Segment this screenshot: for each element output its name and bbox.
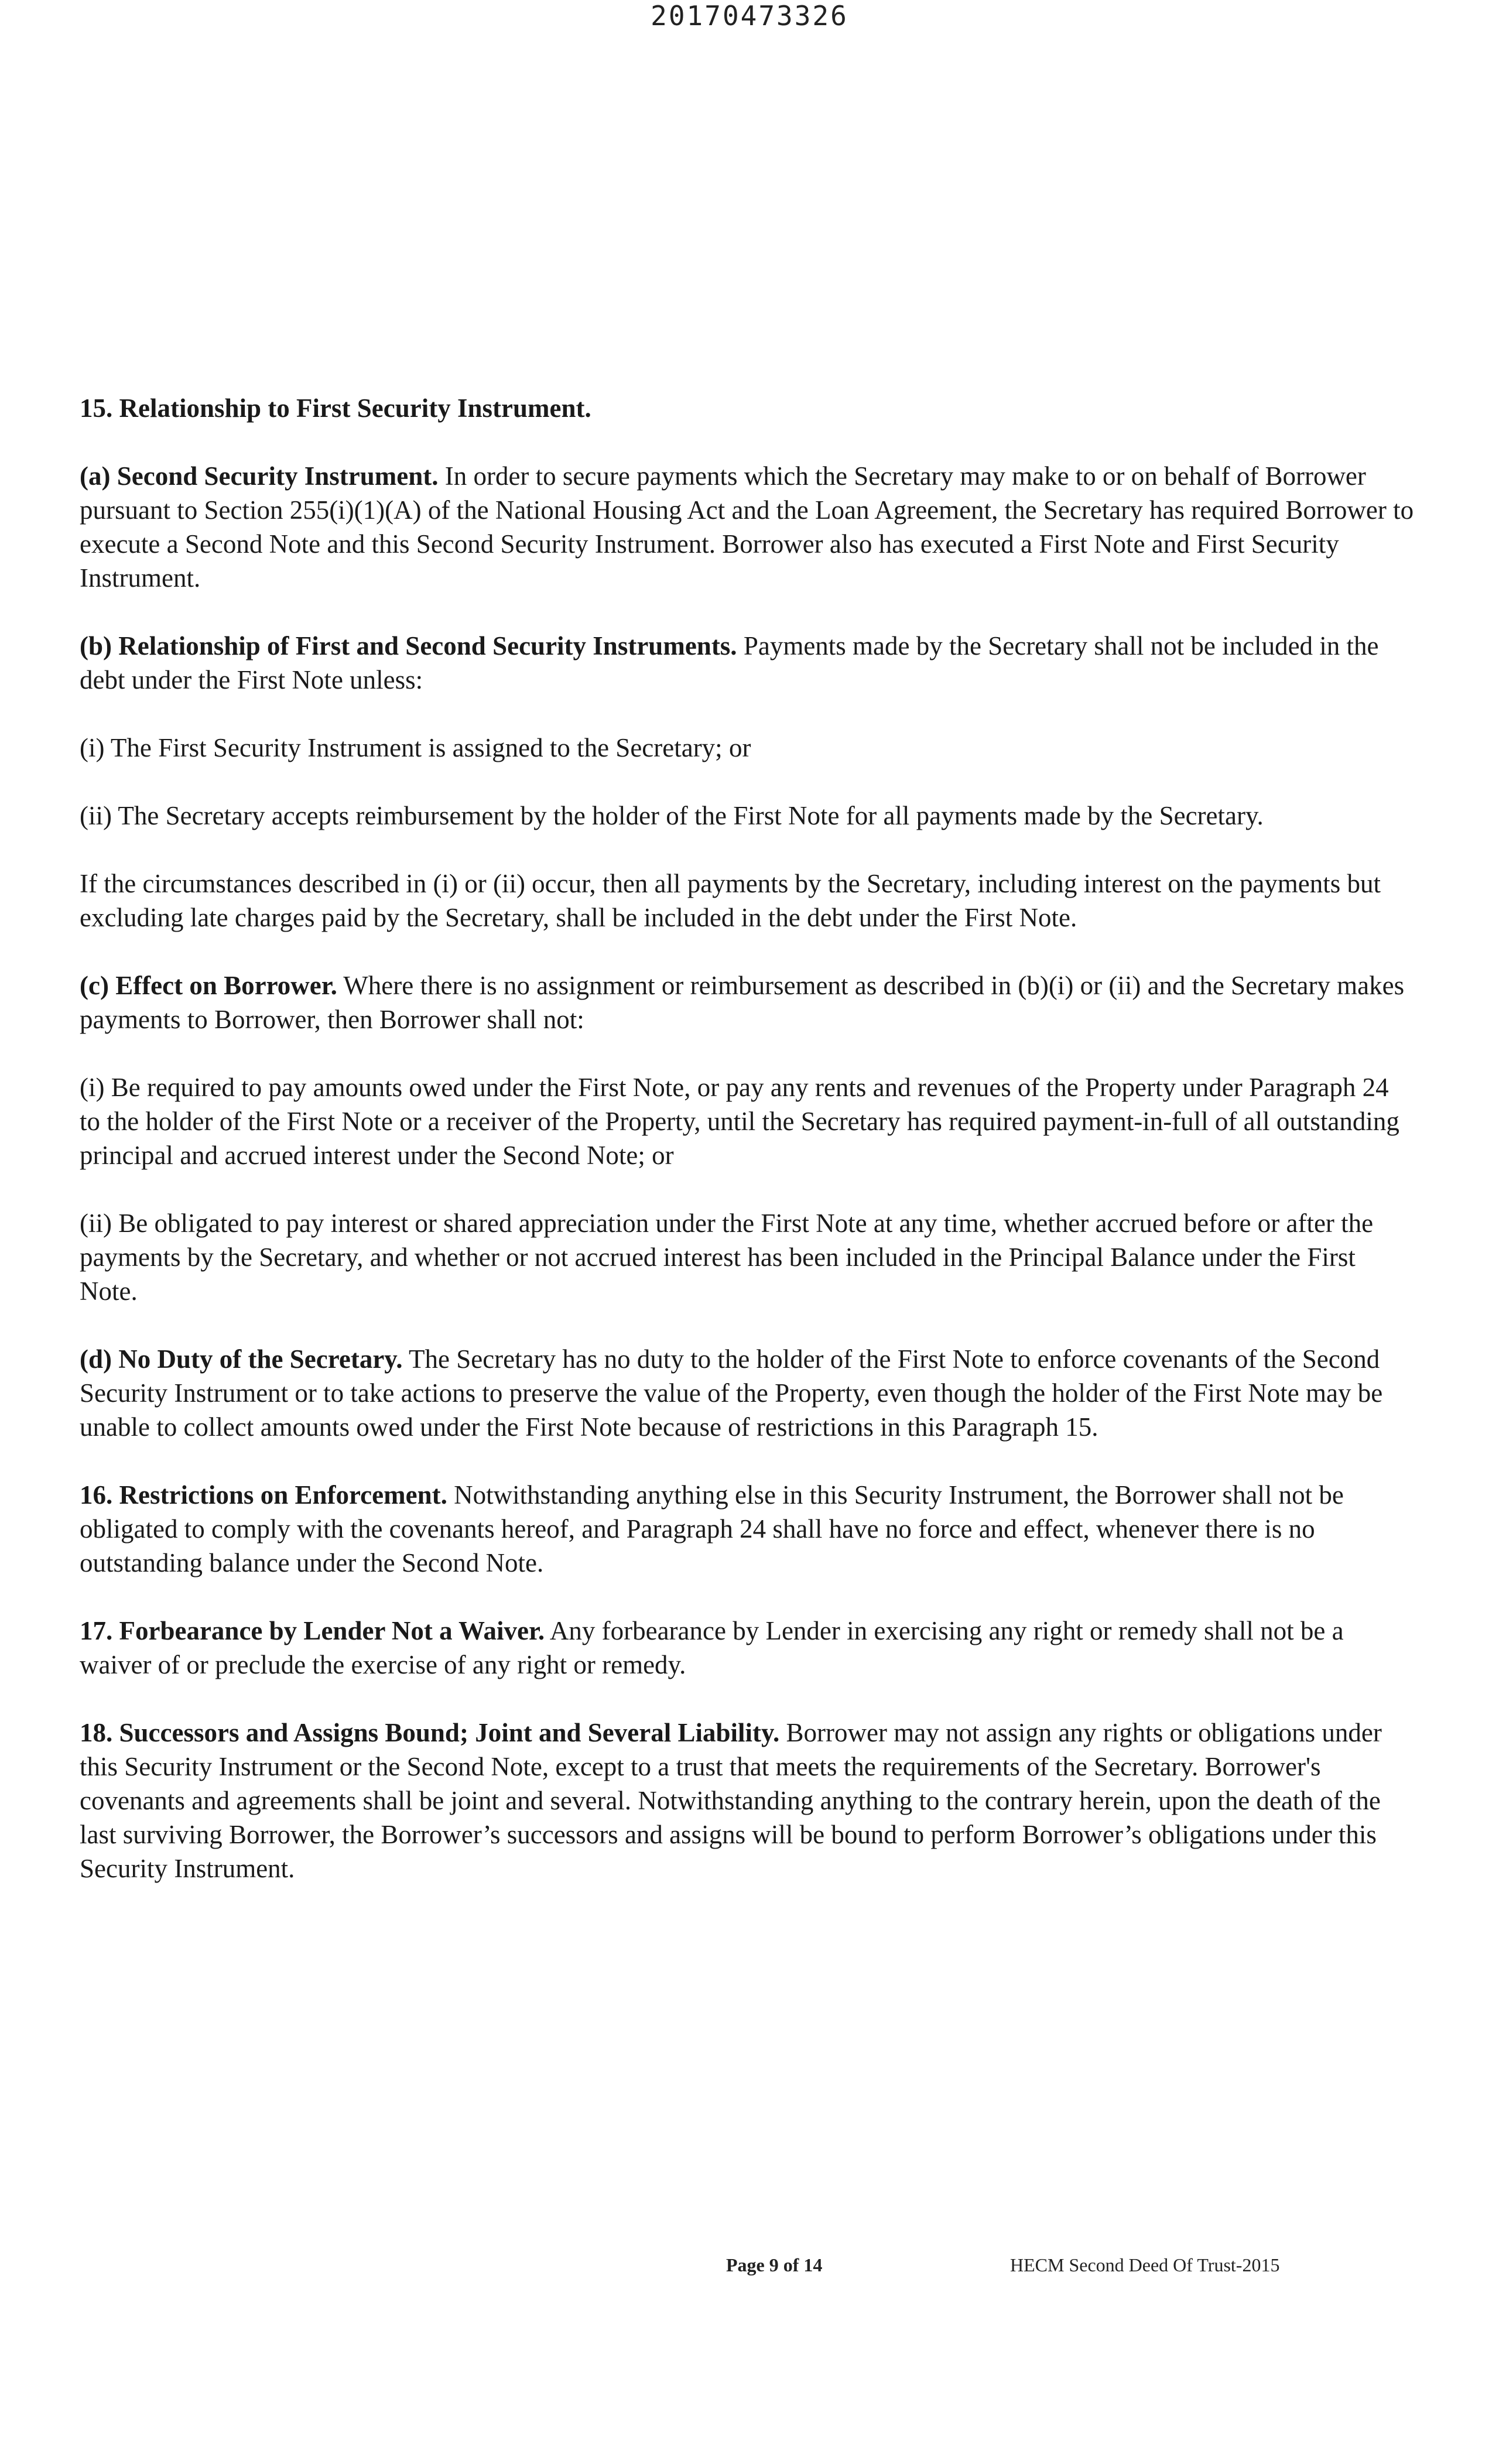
document-number: 20170473326 [651,0,848,32]
section-15c [80,969,1415,1036]
section-16-title: 16. Restrictions on Enforcement. [80,1480,447,1510]
section-15a-text: In order to secure payments which the Secretary may make to or on behalf of Borrower pursuant to Section 255(i)(1)(A) of the National Housing Act and the Loan Agreement, the Secretary has required Borrower to execute a Second Note and this Second Security Instrument. Borrower also has executed a First Note and First Security Instrument. [80,461,1414,593]
section-15c-title: (c) Effect on Borrower. [80,971,337,1000]
section-15a [80,459,1415,595]
page-number: Page 9 of 14 [726,2254,823,2275]
section-15-heading: 15. Relationship to First Security Instrument. [80,393,591,423]
section-15c-text: Where there is no assignment or reimbursement as described in (b)(i) or (ii) and the Secretary makes payments to Borrower, then Borrower shall not: [80,971,1405,1034]
section-15d [80,1342,1415,1444]
section-16 [80,1478,1415,1580]
section-17-text: Any forbearance by Lender in exercising any right or remedy shall not be a waiver of or preclude the exercise of any right or remedy. [80,1616,1344,1679]
section-15a-title: (a) Second Security Instrument. [80,461,439,491]
section-18-title: 18. Successors and Assigns Bound; Joint and Several Liability. [80,1718,780,1747]
document-body [80,391,1415,1885]
section-16-text: Notwithstanding anything else in this Security Instrument, the Borrower shall not be obligated to comply with the covenants hereof, and Paragraph 24 shall have no force and effect, whenever there is no outstanding balance under the Second Note. [80,1480,1344,1577]
form-name: HECM Second Deed Of Trust-2015 [1010,2254,1280,2275]
section-15b-circumstances: If the circumstances described in (i) or (ii) occur, then all payments by the Secretary, including interest on the payments but excluding late charges paid by the Secretary, shall be included in the debt under the First Note. [80,869,1381,932]
section-18 [80,1716,1415,1885]
section-15b-ii: (ii) The Secretary accepts reimbursement by the holder of the First Note for all payments made by the Secretary. [80,801,1264,830]
section-15c-ii: (ii) Be obligated to pay interest or shared appreciation under the First Note at any time, whether accrued before or after the payments by the Secretary, and whether or not accrued interest has been included in the Principal Balance under the First Note. [80,1209,1374,1306]
section-15b-text: Payments made by the Secretary shall not be included in the debt under the First Note unless: [80,631,1379,694]
section-15c-i: (i) Be required to pay amounts owed under the First Note, or pay any rents and revenues of the Property under Paragraph 24 to the holder of the First Note or a receiver of the Property, until the Secretary has required payment-in-full of all outstanding principal and accrued interest under the Second Note; or [80,1073,1399,1170]
section-17-title: 17. Forbearance by Lender Not a Waiver. [80,1616,545,1645]
section-15b [80,629,1415,697]
section-15d-text: The Secretary has no duty to the holder of the First Note to enforce covenants of the Second Security Instrument or to take actions to preserve the value of the Property, even though the holder of the First Note may be unable to collect amounts owed under the First Note because of restrictions in this Paragraph 15. [80,1344,1383,1442]
section-17 [80,1614,1415,1682]
section-15b-i: (i) The First Security Instrument is assigned to the Secretary; or [80,733,751,762]
section-18-text: Borrower may not assign any rights or obligations under this Security Instrument or the Second Note, except to a trust that meets the requirements of the Secretary. Borrower's covenants and agreements shall be joint and several. Notwithstanding anything to the contrary herein, upon the death of the last surviving Borrower, the Borrower’s successors and assigns will be bound to perform Borrower’s obligations under this Security Instrument. [80,1718,1382,1883]
section-15b-title: (b) Relationship of First and Second Security Instruments. [80,631,737,661]
section-15d-title: (d) No Duty of the Secretary. [80,1344,403,1374]
